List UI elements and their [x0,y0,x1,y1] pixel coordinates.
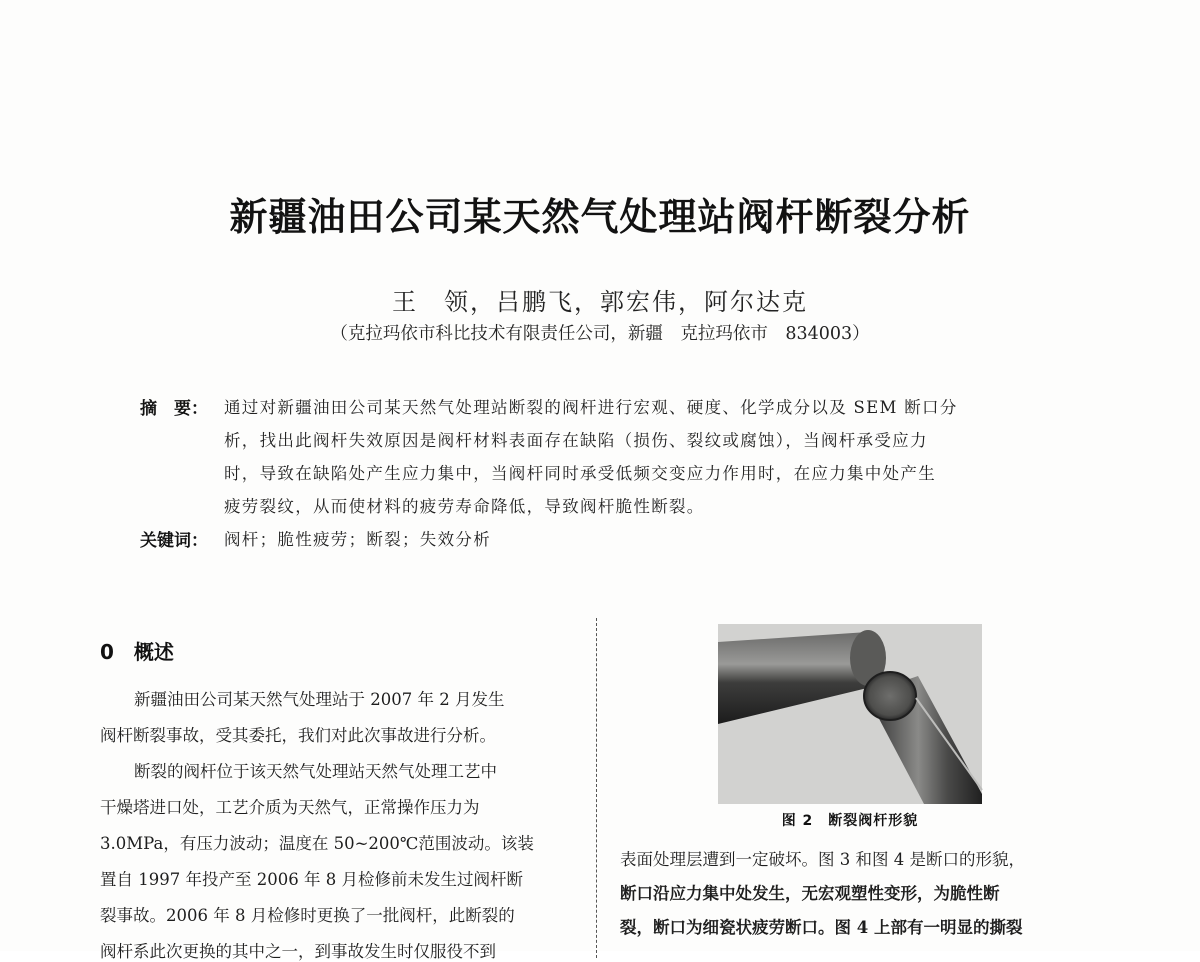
abstract-line: 疲劳裂纹，从而使材料的疲劳寿命降低，导致阀杆脆性断裂。 [224,497,705,516]
body-text-line: 置自 1997 年投产至 2006 年 8 月检修前未发生过阀杆断 [100,870,523,889]
body-text-line: 裂，断口为细瓷状疲劳断口。图 4 上部有一明显的撕裂 [620,918,1023,937]
abstract-line: 通过对新疆油田公司某天然气处理站断裂的阀杆进行宏观、硬度、化学成分以及 SEM 断口分 [224,398,958,417]
figure-2-caption: 图 2 断裂阀杆形貌 [781,813,919,829]
body-text-line: 干燥塔进口处，工艺介质为天然气，正常操作压力为 [100,798,480,817]
body-text-line: 裂事故。2006 年 8 月检修时更换了一批阀杆，此断裂的 [100,906,515,925]
body-text-line: 阀杆系此次更换的其中之一，到事故发生时仅服役不到 [100,942,496,961]
author-list: 王 领，吕鹏飞，郭宏伟，阿尔达克 [392,288,808,316]
body-text-line: 3.0MPa，有压力波动；温度在 50~200℃范围波动。该装 [100,834,534,853]
column-divider [596,618,597,958]
abstract-label: 摘 要： [140,399,208,419]
keywords-label: 关键词： [140,531,208,551]
body-text-line: 阀杆断裂事故，受其委托，我们对此次事故进行分析。 [100,726,496,745]
abstract-line: 析，找出此阀杆失效原因是阀杆材料表面存在缺陷（损伤、裂纹或腐蚀），当阀杆承受应力 [224,431,928,450]
abstract-line: 时，导致在缺陷处产生应力集中，当阀杆同时承受低频交变应力作用时，在应力集中处产生 [224,464,936,483]
body-text-line: 表面处理层遭到一定破坏。图 3 和图 4 是断口的形貌， [620,850,1025,869]
section-heading: 0 概述 [100,640,174,664]
affiliation: （克拉玛依市科比技术有限责任公司，新疆 克拉玛依市 834003） [330,324,870,344]
figure-2-photo [718,624,982,804]
keywords-text: 阀杆；脆性疲劳；断裂；失效分析 [224,530,491,549]
body-text-line: 断裂的阀杆位于该天然气处理站天然气处理工艺中 [134,762,497,781]
broken-valve-stem-image [718,624,982,804]
body-text-line: 断口沿应力集中处发生，无宏观塑性变形，为脆性断 [620,884,1000,903]
body-text-line: 新疆油田公司某天然气处理站于 2007 年 2 月发生 [134,690,505,709]
paper-title: 新疆油田公司某天然气处理站阀杆断裂分析 [229,195,971,239]
